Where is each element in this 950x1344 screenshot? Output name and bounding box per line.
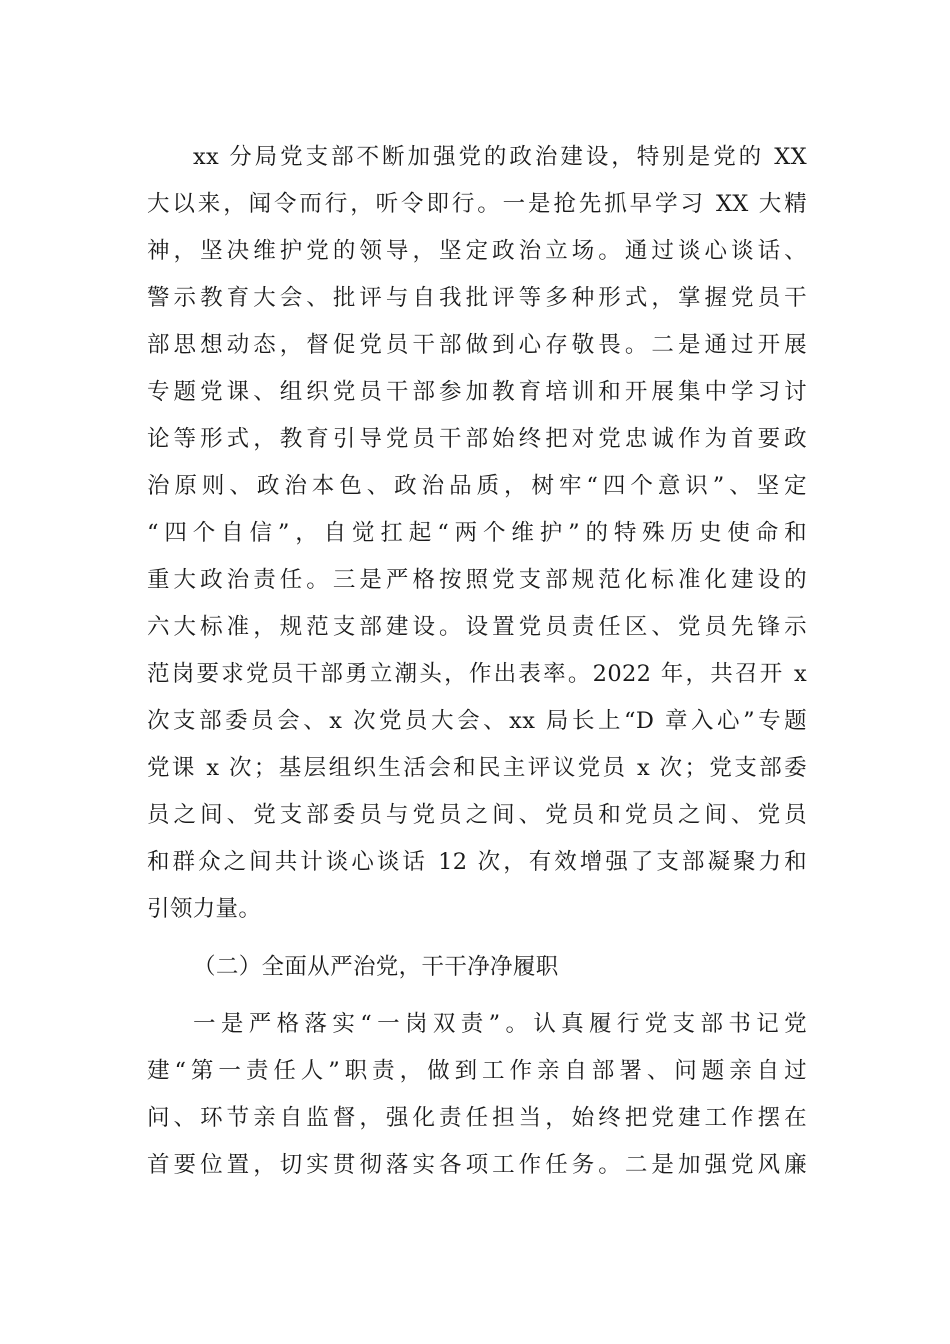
paragraph-1-line-5: 部思想动态，督促党员干部做到心存敬畏。二是通过开展 [147, 332, 807, 358]
paragraph-1-line-3: 神，坚决维护党的领导，坚定政治立场。通过谈心谈话、 [147, 238, 807, 264]
paragraph-1-line-4: 警示教育大会、批评与自我批评等多种形式，掌握党员干 [147, 285, 807, 311]
paragraph-1-line-16: 和群众之间共计谈心谈话 12 次，有效增强了支部凝聚力和 [147, 849, 807, 875]
paragraph-2-line-3: 问、环节亲自监督，强化责任担当，始终把党建工作摆在 [147, 1105, 807, 1131]
paragraph-1-line-15: 员之间、党支部委员与党员之间、党员和党员之间、党员 [147, 802, 807, 828]
paragraph-1-line-11: 六大标准，规范支部建设。设置党员责任区、党员先锋示 [147, 614, 807, 640]
paragraph-1-line-17: 引领力量。 [147, 896, 262, 922]
paragraph-1-line-10: 重大政治责任。三是严格按照党支部规范化标准化建设的 [147, 567, 807, 593]
section-heading-2: （二）全面从严治党，干干净净履职 [193, 954, 559, 980]
paragraph-2-line-4: 首要位置，切实贯彻落实各项工作任务。二是加强党风廉 [147, 1152, 807, 1178]
paragraph-2-line-1: 一是严格落实“一岗双责”。认真履行党支部书记党 [193, 1011, 807, 1037]
paragraph-1-line-13: 次支部委员会、x 次党员大会、xx 局长上“D 章入心”专题 [147, 708, 807, 734]
paragraph-1-line-8: 治原则、政治本色、政治品质，树牢“四个意识”、坚定 [147, 473, 807, 499]
paragraph-1-line-12: 范岗要求党员干部勇立潮头，作出表率。2022 年，共召开 x [147, 661, 807, 687]
paragraph-1-line-1: xx 分局党支部不断加强党的政治建设，特别是党的 XX [193, 144, 807, 170]
paragraph-2-line-2: 建“第一责任人”职责，做到工作亲自部署、问题亲自过 [147, 1058, 807, 1084]
paragraph-1-line-7: 论等形式，教育引导党员干部始终把对党忠诚作为首要政 [147, 426, 807, 452]
paragraph-1-line-14: 党课 x 次；基层组织生活会和民主评议党员 x 次；党支部委 [147, 755, 807, 781]
paragraph-1-line-2: 大以来，闻令而行，听令即行。一是抢先抓早学习 XX 大精 [147, 191, 807, 217]
paragraph-1-line-9: “四个自信”，自觉扛起“两个维护”的特殊历史使命和 [147, 520, 807, 546]
paragraph-1-line-6: 专题党课、组织党员干部参加教育培训和开展集中学习讨 [147, 379, 807, 405]
